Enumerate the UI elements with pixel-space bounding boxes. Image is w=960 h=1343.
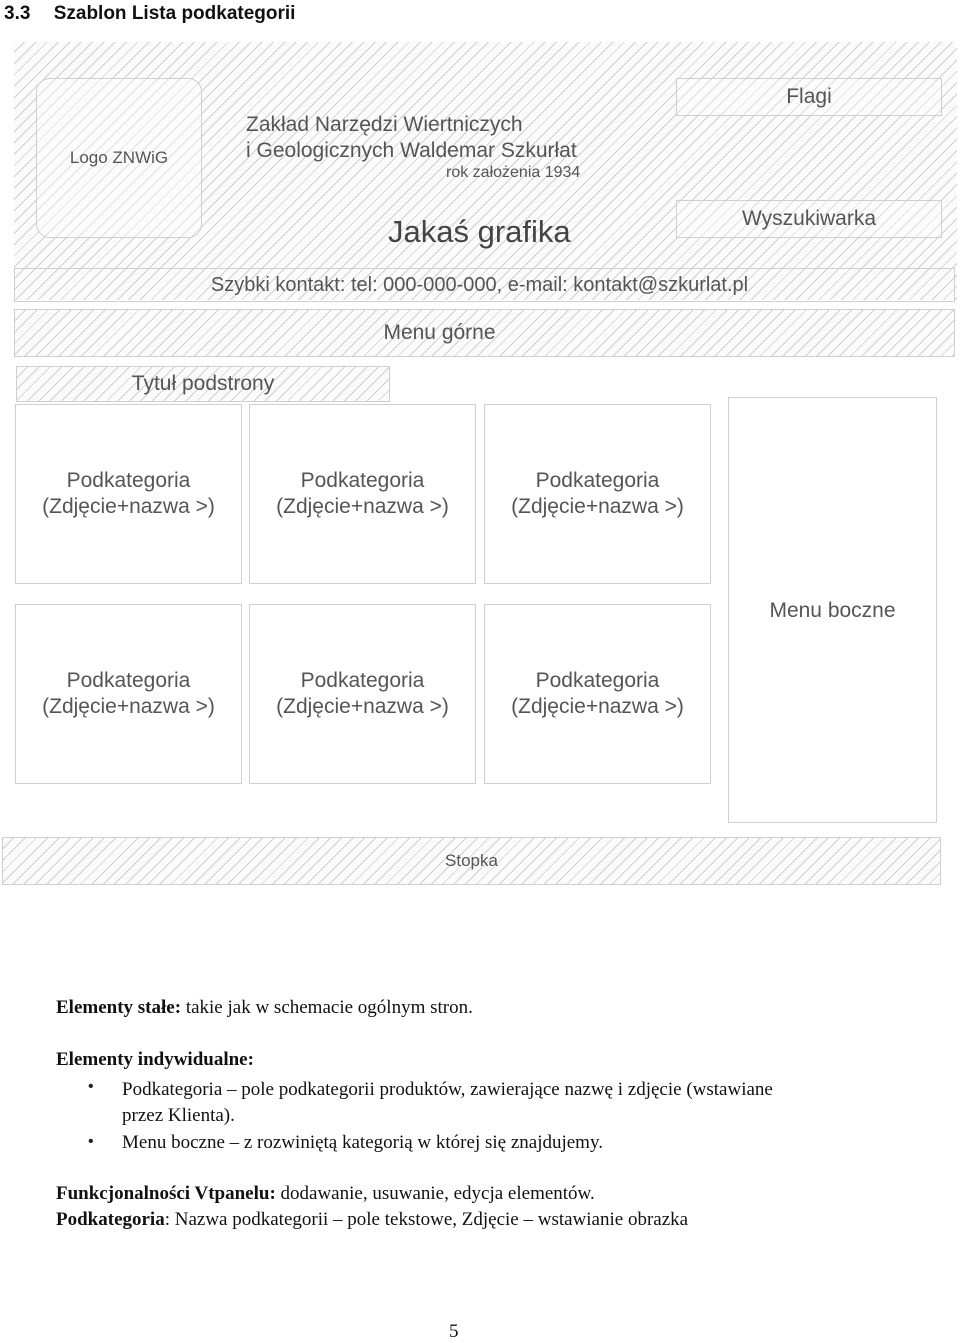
subcategory-hint: (Zdjęcie+nazwa >) xyxy=(511,495,684,518)
functions-text: dodawanie, usuwanie, edycja elementów. xyxy=(280,1183,595,1204)
bullet-2-line-1: Menu boczne – z rozwiniętą kategorią w której się znajdujemy. xyxy=(122,1132,603,1153)
subcategory-fields-line xyxy=(56,1209,688,1231)
graphic-placeholder: Jakaś grafika xyxy=(388,214,571,249)
subcategory-name: Podkategoria xyxy=(300,669,425,692)
subcategory-tile-4[interactable] xyxy=(15,604,242,784)
individual-elements-heading xyxy=(56,1049,254,1071)
footer xyxy=(2,837,941,885)
subcategory-hint: (Zdjęcie+nazwa >) xyxy=(42,695,215,718)
bullet-1-line-1: Podkategoria – pole podkategorii produktów, zawierające nazwę i zdjęcie (wstawiane xyxy=(122,1079,773,1100)
search-box[interactable] xyxy=(676,200,942,238)
subcategory-hint: (Zdjęcie+nazwa >) xyxy=(511,695,684,718)
bullet-1-line-2: przez Klienta). xyxy=(122,1105,235,1126)
page-title-label: Tytuł podstrony xyxy=(131,372,275,395)
side-menu[interactable] xyxy=(728,397,937,823)
flags-box[interactable] xyxy=(676,78,942,116)
subcategory-tile-5[interactable] xyxy=(249,604,476,784)
page-title xyxy=(16,366,390,402)
section-number: 3.3 xyxy=(4,3,31,24)
subcategory-fields-text: : Nazwa podkategorii – pole tekstowe, Zdjęcie – wstawianie obrazka xyxy=(164,1209,689,1230)
subcategory-tile-6[interactable] xyxy=(484,604,711,784)
top-menu[interactable] xyxy=(14,309,955,357)
subcategory-name: Podkategoria xyxy=(300,469,425,492)
company-name xyxy=(246,112,577,164)
subcategory-fields-label: Podkategoria xyxy=(56,1209,165,1230)
fixed-elements-line xyxy=(56,997,473,1019)
subcategory-name: Podkategoria xyxy=(66,469,191,492)
section-title: Szablon Lista podkategorii xyxy=(53,3,296,24)
contact-text: Szybki kontakt: tel: 000-000-000, e-mail: kontakt@szkurlat.pl xyxy=(210,273,749,296)
section-heading xyxy=(4,3,295,25)
subcategory-name: Podkategoria xyxy=(535,469,660,492)
subcategory-name: Podkategoria xyxy=(66,669,191,692)
individual-elements-label: Elementy indywidualne: xyxy=(56,1049,254,1070)
side-menu-label: Menu boczne xyxy=(769,599,896,622)
logo-text: Logo ZNWiG xyxy=(69,148,169,167)
flags-label: Flagi xyxy=(786,85,832,108)
contact-strip xyxy=(14,268,955,302)
logo-box xyxy=(36,78,202,238)
company-line-2: i Geologicznych Waldemar Szkurłat xyxy=(246,139,577,162)
company-line-1: Zakład Narzędzi Wiertniczych xyxy=(246,113,523,136)
top-menu-label: Menu górne xyxy=(383,321,496,344)
bullet-dot-1: • xyxy=(88,1078,94,1095)
subcategory-tile-1[interactable] xyxy=(15,404,242,584)
fixed-elements-label: Elementy stałe: xyxy=(56,997,182,1018)
bullet-dot-2: • xyxy=(88,1133,94,1150)
functions-label: Funkcjonalności Vtpanelu: xyxy=(56,1183,276,1204)
page-number: 5 xyxy=(449,1321,459,1342)
bullet-item-1 xyxy=(122,1077,773,1129)
subcategory-hint: (Zdjęcie+nazwa >) xyxy=(276,495,449,518)
functions-line xyxy=(56,1183,595,1205)
subcategory-tile-3[interactable] xyxy=(484,404,711,584)
search-label: Wyszukiwarka xyxy=(742,207,876,230)
subcategory-hint: (Zdjęcie+nazwa >) xyxy=(42,495,215,518)
subcategory-hint: (Zdjęcie+nazwa >) xyxy=(276,695,449,718)
fixed-elements-text: takie jak w schemacie ogólnym stron. xyxy=(185,997,473,1018)
subcategory-name: Podkategoria xyxy=(535,669,660,692)
founded-text: rok założenia 1934 xyxy=(446,164,581,181)
footer-label: Stopka xyxy=(445,851,498,870)
bullet-item-2 xyxy=(122,1132,603,1154)
subcategory-tile-2[interactable] xyxy=(249,404,476,584)
